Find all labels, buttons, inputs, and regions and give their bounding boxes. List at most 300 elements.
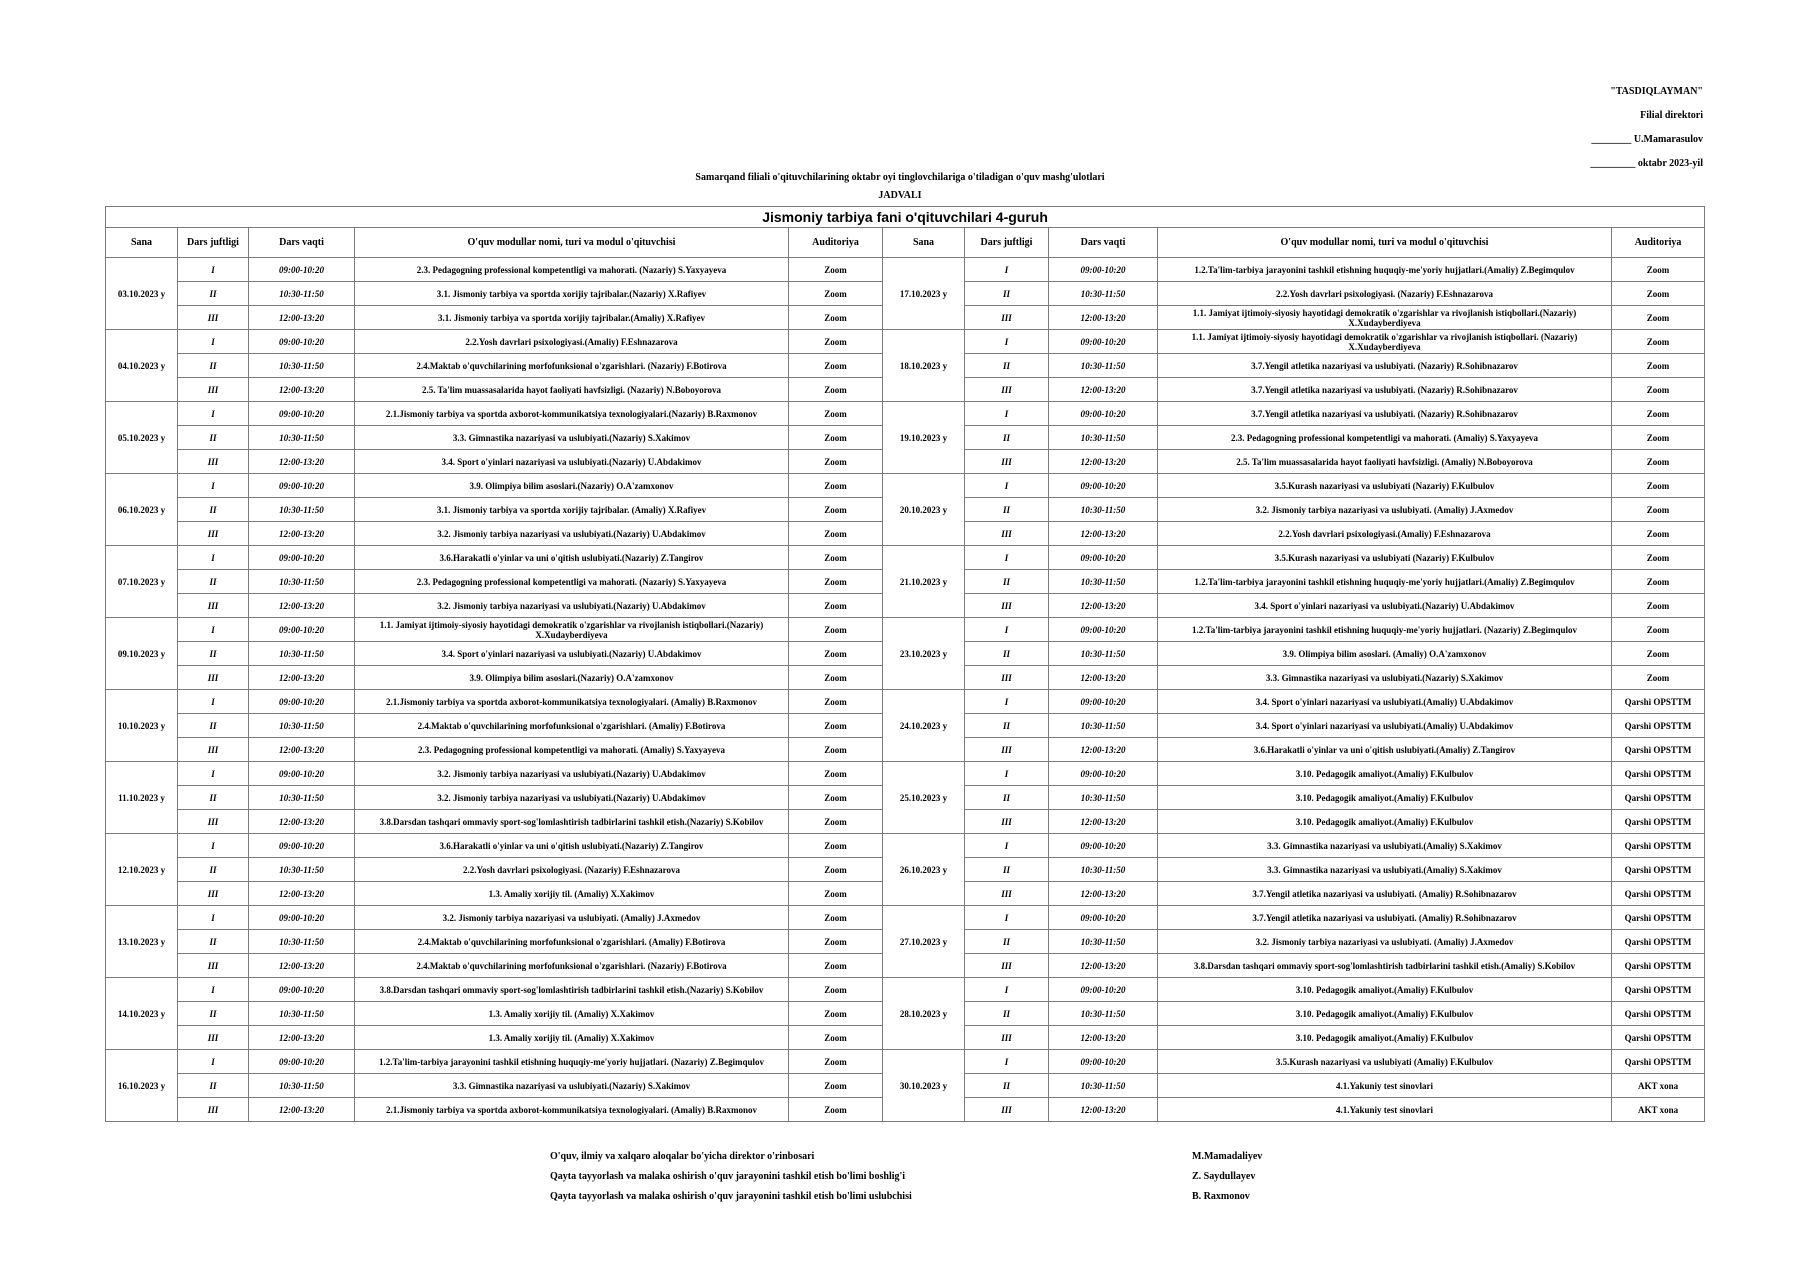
module-cell: 1.1. Jamiyat ijtimoiy-siyosiy hayotidagi demokratik o'zgarishlar va rivojlanish istiqbollari. (Nazariy) X.Xudayberdiyeva <box>1158 330 1612 354</box>
pair-cell: II <box>965 714 1049 738</box>
auditorium-cell: AKT xona <box>1612 1098 1705 1122</box>
table-row <box>106 474 1705 498</box>
time-cell: 12:00-13:20 <box>1049 522 1158 546</box>
auditorium-cell: Zoom <box>789 1098 883 1122</box>
time-cell: 10:30-11:50 <box>249 786 355 810</box>
module-cell: 2.1.Jismoniy tarbiya va sportda axborot-kommunikatsiya texnologiyalari. (Amaliy) B.Raxmonov <box>355 1098 789 1122</box>
auditorium-cell: Zoom <box>1612 354 1705 378</box>
auditorium-cell: Zoom <box>1612 618 1705 642</box>
module-cell: 2.2.Yosh davrlari psixologiyasi. (Nazariy) F.Eshnazarova <box>355 858 789 882</box>
module-cell: 3.10. Pedagogik amaliyot.(Amaliy) F.Kulbulov <box>1158 762 1612 786</box>
module-cell: 2.5. Ta'lim muassasalarida hayot faoliyati havfsizligi. (Nazariy) N.Boboyorova <box>355 378 789 402</box>
pair-cell: I <box>178 546 249 570</box>
pair-cell: III <box>178 378 249 402</box>
time-cell: 09:00-10:20 <box>1049 618 1158 642</box>
time-cell: 12:00-13:20 <box>249 450 355 474</box>
time-cell: 09:00-10:20 <box>249 258 355 282</box>
table-row <box>106 834 1705 858</box>
pair-cell: I <box>178 618 249 642</box>
pair-cell: III <box>178 1098 249 1122</box>
pair-cell: II <box>178 786 249 810</box>
module-cell: 2.4.Maktab o'quvchilarining morfofunksional o'zgarishlari. (Nazariy) F.Botirova <box>355 954 789 978</box>
auditorium-cell: Zoom <box>789 1074 883 1098</box>
module-cell: 2.1.Jismoniy tarbiya va sportda axborot-kommunikatsiya texnologiyalari.(Nazariy) B.Raxmonov <box>355 402 789 426</box>
time-cell: 09:00-10:20 <box>1049 834 1158 858</box>
time-cell: 09:00-10:20 <box>249 618 355 642</box>
pair-cell: II <box>178 930 249 954</box>
auditorium-cell: Qarshi OPSTTM <box>1612 762 1705 786</box>
module-cell: 2.3. Pedagogning professional kompetentligi va mahorati. (Amaliy) S.Yaxyayeva <box>355 738 789 762</box>
time-cell: 09:00-10:20 <box>249 330 355 354</box>
auditorium-cell: Zoom <box>789 834 883 858</box>
pair-cell: I <box>965 978 1049 1002</box>
auditorium-cell: Zoom <box>789 666 883 690</box>
auditorium-cell: Zoom <box>789 282 883 306</box>
column-header: Sana <box>883 228 965 258</box>
auditorium-cell: Qarshi OPSTTM <box>1612 1002 1705 1026</box>
auditorium-cell: Qarshi OPSTTM <box>1612 906 1705 930</box>
table-row <box>106 690 1705 714</box>
pair-cell: I <box>965 690 1049 714</box>
signature-names <box>1192 1147 1262 1207</box>
pair-cell: III <box>965 882 1049 906</box>
time-cell: 12:00-13:20 <box>249 882 355 906</box>
column-header: Auditoriya <box>789 228 883 258</box>
time-cell: 12:00-13:20 <box>1049 378 1158 402</box>
auditorium-cell: Zoom <box>1612 426 1705 450</box>
time-cell: 10:30-11:50 <box>1049 642 1158 666</box>
time-cell: 10:30-11:50 <box>1049 930 1158 954</box>
date-cell: 09.10.2023 y <box>106 618 178 690</box>
pair-cell: II <box>965 498 1049 522</box>
time-cell: 09:00-10:20 <box>249 474 355 498</box>
auditorium-cell: Zoom <box>789 858 883 882</box>
pair-cell: I <box>178 258 249 282</box>
pair-cell: III <box>178 954 249 978</box>
column-header: O'quv modullar nomi, turi va modul o'qituvchisi <box>355 228 789 258</box>
time-cell: 12:00-13:20 <box>1049 1026 1158 1050</box>
module-cell: 3.7.Yengil atletika nazariyasi va uslubiyati. (Amaliy) R.Sohibnazarov <box>1158 882 1612 906</box>
time-cell: 12:00-13:20 <box>249 378 355 402</box>
pair-cell: II <box>178 1074 249 1098</box>
module-cell: 3.6.Harakatli o'yinlar va uni o'qitish uslubiyati.(Amaliy) Z.Tangirov <box>1158 738 1612 762</box>
auditorium-cell: Zoom <box>789 786 883 810</box>
table-row <box>106 762 1705 786</box>
time-cell: 10:30-11:50 <box>1049 1074 1158 1098</box>
auditorium-cell: Zoom <box>789 1002 883 1026</box>
auditorium-cell: Zoom <box>789 330 883 354</box>
signature-roles <box>550 1147 912 1207</box>
pair-cell: II <box>178 426 249 450</box>
time-cell: 09:00-10:20 <box>249 834 355 858</box>
auditorium-cell: Qarshi OPSTTM <box>1612 1050 1705 1074</box>
date-cell: 17.10.2023 y <box>883 258 965 330</box>
time-cell: 12:00-13:20 <box>249 306 355 330</box>
time-cell: 12:00-13:20 <box>1049 666 1158 690</box>
time-cell: 09:00-10:20 <box>1049 906 1158 930</box>
time-cell: 10:30-11:50 <box>249 930 355 954</box>
time-cell: 09:00-10:20 <box>249 762 355 786</box>
module-cell: 2.2.Yosh davrlari psixologiyasi.(Amaliy) F.Eshnazarova <box>1158 522 1612 546</box>
pair-cell: I <box>178 762 249 786</box>
time-cell: 09:00-10:20 <box>1049 978 1158 1002</box>
time-cell: 09:00-10:20 <box>249 690 355 714</box>
date-cell: 16.10.2023 y <box>106 1050 178 1122</box>
time-cell: 12:00-13:20 <box>1049 594 1158 618</box>
date-cell: 23.10.2023 y <box>883 618 965 690</box>
signature-role: Qayta tayyorlash va malaka oshirish o'quv jarayonini tashkil etish bo'limi boshlig'i <box>550 1171 906 1182</box>
time-cell: 12:00-13:20 <box>249 666 355 690</box>
auditorium-cell: Zoom <box>789 978 883 1002</box>
auditorium-cell: Zoom <box>1612 378 1705 402</box>
time-cell: 12:00-13:20 <box>249 810 355 834</box>
module-cell: 3.2. Jismoniy tarbiya nazariyasi va uslubiyati. (Amaliy) J.Axmedov <box>355 906 789 930</box>
date-cell: 21.10.2023 y <box>883 546 965 618</box>
time-cell: 12:00-13:20 <box>1049 1098 1158 1122</box>
module-cell: 3.7.Yengil atletika nazariyasi va uslubiyati. (Nazariy) R.Sohibnazarov <box>1158 402 1612 426</box>
module-cell: 3.2. Jismoniy tarbiya nazariyasi va uslubiyati. (Amaliy) J.Axmedov <box>1158 498 1612 522</box>
pair-cell: III <box>178 1026 249 1050</box>
pair-cell: III <box>178 738 249 762</box>
date-cell: 07.10.2023 y <box>106 546 178 618</box>
time-cell: 10:30-11:50 <box>249 282 355 306</box>
time-cell: 09:00-10:20 <box>1049 474 1158 498</box>
column-header: Sana <box>106 228 178 258</box>
table-row <box>106 906 1705 930</box>
pair-cell: I <box>965 546 1049 570</box>
pair-cell: II <box>965 642 1049 666</box>
module-cell: 3.9. Olimpiya bilim asoslari.(Nazariy) O.A'zamxonov <box>355 474 789 498</box>
table-row <box>106 402 1705 426</box>
module-cell: 3.2. Jismoniy tarbiya nazariyasi va uslubiyati. (Amaliy) J.Axmedov <box>1158 930 1612 954</box>
date-cell: 19.10.2023 y <box>883 402 965 474</box>
date-cell: 30.10.2023 y <box>883 1050 965 1122</box>
time-cell: 09:00-10:20 <box>1049 762 1158 786</box>
auditorium-cell: Zoom <box>789 906 883 930</box>
module-cell: 3.5.Kurash nazariyasi va uslubiyati (Nazariy) F.Kulbulov <box>1158 546 1612 570</box>
module-cell: 3.10. Pedagogik amaliyot.(Amaliy) F.Kulbulov <box>1158 1026 1612 1050</box>
module-cell: 3.9. Olimpiya bilim asoslari.(Nazariy) O.A'zamxonov <box>355 666 789 690</box>
signature-name: M.Mamadaliyev <box>1192 1151 1263 1162</box>
date-cell: 03.10.2023 y <box>106 258 178 330</box>
signature-name: B. Raxmonov <box>1192 1191 1250 1202</box>
auditorium-cell: Zoom <box>789 450 883 474</box>
time-cell: 09:00-10:20 <box>249 402 355 426</box>
pair-cell: II <box>178 282 249 306</box>
auditorium-cell: Zoom <box>1612 594 1705 618</box>
module-cell: 1.2.Ta'lim-tarbiya jarayonini tashkil etishning huquqiy-me'yoriy hujjatlari. (Nazariy) Z.Begimqulov <box>355 1050 789 1074</box>
date-cell: 13.10.2023 y <box>106 906 178 978</box>
time-cell: 09:00-10:20 <box>249 546 355 570</box>
module-cell: 3.7.Yengil atletika nazariyasi va uslubiyati. (Nazariy) R.Sohibnazarov <box>1158 354 1612 378</box>
auditorium-cell: Qarshi OPSTTM <box>1612 858 1705 882</box>
pair-cell: II <box>178 714 249 738</box>
auditorium-cell: Qarshi OPSTTM <box>1612 930 1705 954</box>
module-cell: 3.5.Kurash nazariyasi va uslubiyati (Nazariy) F.Kulbulov <box>1158 474 1612 498</box>
auditorium-cell: Zoom <box>789 714 883 738</box>
pair-cell: III <box>965 1098 1049 1122</box>
auditorium-cell: Zoom <box>1612 306 1705 330</box>
time-cell: 10:30-11:50 <box>249 354 355 378</box>
pair-cell: III <box>965 594 1049 618</box>
time-cell: 10:30-11:50 <box>1049 786 1158 810</box>
module-cell: 3.2. Jismoniy tarbiya nazariyasi va uslubiyati.(Nazariy) U.Abdakimov <box>355 522 789 546</box>
module-cell: 3.3. Gimnastika nazariyasi va uslubiyati.(Nazariy) S.Xakimov <box>355 426 789 450</box>
module-cell: 3.6.Harakatli o'yinlar va uni o'qitish uslubiyati.(Nazariy) Z.Tangirov <box>355 546 789 570</box>
module-cell: 1.1. Jamiyat ijtimoiy-siyosiy hayotidagi demokratik o'zgarishlar va rivojlanish istiqbollari.(Nazariy) X.Xudayberdiyeva <box>355 618 789 642</box>
time-cell: 10:30-11:50 <box>1049 570 1158 594</box>
auditorium-cell: Zoom <box>789 762 883 786</box>
auditorium-cell: Zoom <box>1612 402 1705 426</box>
module-cell: 3.4. Sport o'yinlari nazariyasi va uslubiyati.(Nazariy) U.Abdakimov <box>1158 594 1612 618</box>
auditorium-cell: Zoom <box>789 258 883 282</box>
module-cell: 3.7.Yengil atletika nazariyasi va uslubiyati. (Amaliy) R.Sohibnazarov <box>1158 906 1612 930</box>
approval-block <box>1463 80 1703 176</box>
approval-name: ________ U.Mamarasulov <box>1591 134 1703 145</box>
table-title: Jismoniy tarbiya fani o'qituvchilari 4-guruh <box>106 207 1705 228</box>
date-cell: 06.10.2023 y <box>106 474 178 546</box>
auditorium-cell: Zoom <box>1612 570 1705 594</box>
module-cell: 3.7.Yengil atletika nazariyasi va uslubiyati. (Nazariy) R.Sohibnazarov <box>1158 378 1612 402</box>
time-cell: 12:00-13:20 <box>1049 306 1158 330</box>
auditorium-cell: Zoom <box>789 546 883 570</box>
approval-date: _________ oktabr 2023-yil <box>1590 158 1703 169</box>
module-cell: 1.2.Ta'lim-tarbiya jarayonini tashkil etishning huquqiy-me'yoriy hujjatlari.(Amaliy) Z.Begimqulov <box>1158 258 1612 282</box>
module-cell: 2.4.Maktab o'quvchilarining morfofunksional o'zgarishlari. (Nazariy) F.Botirova <box>355 354 789 378</box>
auditorium-cell: Qarshi OPSTTM <box>1612 1026 1705 1050</box>
column-header: Dars juftligi <box>965 228 1049 258</box>
table-row <box>106 258 1705 282</box>
auditorium-cell: Zoom <box>789 954 883 978</box>
approval-position: Filial direktori <box>1640 110 1703 121</box>
auditorium-cell: Qarshi OPSTTM <box>1612 954 1705 978</box>
pair-cell: III <box>178 450 249 474</box>
pair-cell: III <box>965 450 1049 474</box>
auditorium-cell: Zoom <box>789 1026 883 1050</box>
time-cell: 10:30-11:50 <box>249 426 355 450</box>
auditorium-cell: Qarshi OPSTTM <box>1612 882 1705 906</box>
module-cell: 3.4. Sport o'yinlari nazariyasi va uslubiyati.(Nazariy) U.Abdakimov <box>355 642 789 666</box>
pair-cell: II <box>178 1002 249 1026</box>
module-cell: 1.3. Amaliy xorijiy til. (Amaliy) X.Xakimov <box>355 882 789 906</box>
pair-cell: I <box>965 474 1049 498</box>
auditorium-cell: Zoom <box>789 474 883 498</box>
pair-cell: II <box>965 426 1049 450</box>
module-cell: 3.8.Darsdan tashqari ommaviy sport-sog'lomlashtirish tadbirlarini tashkil etish.(Amaliy) S.Kobilov <box>1158 954 1612 978</box>
pair-cell: III <box>965 522 1049 546</box>
time-cell: 09:00-10:20 <box>249 1050 355 1074</box>
module-cell: 3.4. Sport o'yinlari nazariyasi va uslubiyati.(Nazariy) U.Abdakimov <box>355 450 789 474</box>
module-cell: 3.2. Jismoniy tarbiya nazariyasi va uslubiyati.(Nazariy) U.Abdakimov <box>355 762 789 786</box>
pair-cell: II <box>965 1002 1049 1026</box>
module-cell: 3.1. Jismoniy tarbiya va sportda xorijiy tajribalar. (Amaliy) X.Rafiyev <box>355 498 789 522</box>
auditorium-cell: Zoom <box>1612 546 1705 570</box>
module-cell: 3.5.Kurash nazariyasi va uslubiyati (Amaliy) F.Kulbulov <box>1158 1050 1612 1074</box>
auditorium-cell: Zoom <box>789 618 883 642</box>
pair-cell: I <box>178 690 249 714</box>
module-cell: 3.1. Jismoniy tarbiya va sportda xorijiy tajribalar.(Amaliy) X.Rafiyev <box>355 306 789 330</box>
auditorium-cell: Zoom <box>789 522 883 546</box>
module-cell: 3.6.Harakatli o'yinlar va uni o'qitish uslubiyati.(Nazariy) Z.Tangirov <box>355 834 789 858</box>
date-cell: 25.10.2023 y <box>883 762 965 834</box>
time-cell: 10:30-11:50 <box>1049 354 1158 378</box>
module-cell: 2.3. Pedagogning professional kompetentligi va mahorati. (Nazariy) S.Yaxyayeva <box>355 258 789 282</box>
signature-role: O'quv, ilmiy va xalqaro aloqalar bo'yicha direktor o'rinbosari <box>550 1151 815 1162</box>
time-cell: 10:30-11:50 <box>1049 714 1158 738</box>
auditorium-cell: Zoom <box>1612 258 1705 282</box>
pair-cell: II <box>178 858 249 882</box>
pair-cell: II <box>965 282 1049 306</box>
module-cell: 3.10. Pedagogik amaliyot.(Amaliy) F.Kulbulov <box>1158 810 1612 834</box>
time-cell: 09:00-10:20 <box>1049 1050 1158 1074</box>
module-cell: 3.8.Darsdan tashqari ommaviy sport-sog'lomlashtirish tadbirlarini tashkil etish.(Nazariy) S.Kobilov <box>355 810 789 834</box>
time-cell: 12:00-13:20 <box>1049 450 1158 474</box>
module-cell: 3.10. Pedagogik amaliyot.(Amaliy) F.Kulbulov <box>1158 786 1612 810</box>
table-row <box>106 978 1705 1002</box>
schedule-table <box>105 206 1705 1122</box>
pair-cell: II <box>178 354 249 378</box>
time-cell: 09:00-10:20 <box>1049 690 1158 714</box>
pair-cell: III <box>178 522 249 546</box>
date-cell: 05.10.2023 y <box>106 402 178 474</box>
document-heading: Samarqand filiali o'qituvchilarining oktabr oyi tinglovchilariga o'tiladigan o'quv mashg'ulotlari <box>695 172 1105 183</box>
pair-cell: II <box>965 1074 1049 1098</box>
module-cell: 3.3. Gimnastika nazariyasi va uslubiyati.(Nazariy) S.Xakimov <box>355 1074 789 1098</box>
module-cell: 2.5. Ta'lim muassasalarida hayot faoliyati havfsizligi. (Amaliy) N.Boboyorova <box>1158 450 1612 474</box>
table-row <box>106 1050 1705 1074</box>
pair-cell: I <box>965 762 1049 786</box>
auditorium-cell: Qarshi OPSTTM <box>1612 690 1705 714</box>
pair-cell: III <box>965 954 1049 978</box>
pair-cell: III <box>178 882 249 906</box>
pair-cell: III <box>178 666 249 690</box>
pair-cell: III <box>965 306 1049 330</box>
pair-cell: I <box>965 402 1049 426</box>
auditorium-cell: Zoom <box>789 354 883 378</box>
pair-cell: II <box>965 858 1049 882</box>
module-cell: 2.2.Yosh davrlari psixologiyasi.(Amaliy) F.Eshnazarova <box>355 330 789 354</box>
auditorium-cell: Zoom <box>1612 330 1705 354</box>
module-cell: 3.3. Gimnastika nazariyasi va uslubiyati.(Nazariy) S.Xakimov <box>1158 666 1612 690</box>
auditorium-cell: Zoom <box>1612 522 1705 546</box>
date-cell: 28.10.2023 y <box>883 978 965 1050</box>
time-cell: 10:30-11:50 <box>249 498 355 522</box>
column-header: Dars vaqti <box>249 228 355 258</box>
pair-cell: II <box>178 498 249 522</box>
time-cell: 12:00-13:20 <box>1049 810 1158 834</box>
auditorium-cell: Qarshi OPSTTM <box>1612 738 1705 762</box>
pair-cell: III <box>965 738 1049 762</box>
pair-cell: II <box>178 570 249 594</box>
pair-cell: I <box>178 474 249 498</box>
date-cell: 27.10.2023 y <box>883 906 965 978</box>
time-cell: 10:30-11:50 <box>249 570 355 594</box>
pair-cell: I <box>178 834 249 858</box>
module-cell: 2.2.Yosh davrlari psixologiyasi. (Nazariy) F.Eshnazarova <box>1158 282 1612 306</box>
time-cell: 12:00-13:20 <box>249 738 355 762</box>
column-header: O'quv modullar nomi, turi va modul o'qituvchisi <box>1158 228 1612 258</box>
time-cell: 12:00-13:20 <box>249 1026 355 1050</box>
pair-cell: III <box>178 306 249 330</box>
auditorium-cell: Zoom <box>1612 474 1705 498</box>
module-cell: 2.3. Pedagogning professional kompetentligi va mahorati. (Amaliy) S.Yaxyayeva <box>1158 426 1612 450</box>
module-cell: 1.2.Ta'lim-tarbiya jarayonini tashkil etishning huquqiy-me'yoriy hujjatlari. (Nazariy) Z.Begimqulov <box>1158 618 1612 642</box>
signature-name: Z. Saydullayev <box>1192 1171 1256 1182</box>
pair-cell: II <box>965 786 1049 810</box>
pair-cell: I <box>178 330 249 354</box>
auditorium-cell: Zoom <box>789 570 883 594</box>
signature-role: Qayta tayyorlash va malaka oshirish o'quv jarayonini tashkil etish bo'limi uslubchisi <box>550 1191 912 1202</box>
module-cell: 1.2.Ta'lim-tarbiya jarayonini tashkil etishning huquqiy-me'yoriy hujjatlari.(Amaliy) Z.Begimqulov <box>1158 570 1612 594</box>
pair-cell: I <box>178 978 249 1002</box>
time-cell: 12:00-13:20 <box>1049 738 1158 762</box>
time-cell: 12:00-13:20 <box>1049 954 1158 978</box>
time-cell: 12:00-13:20 <box>249 594 355 618</box>
auditorium-cell: Zoom <box>789 642 883 666</box>
pair-cell: II <box>965 930 1049 954</box>
auditorium-cell: Zoom <box>1612 642 1705 666</box>
auditorium-cell: Zoom <box>1612 450 1705 474</box>
approval-title: "TASDIQLAYMAN" <box>1610 86 1703 97</box>
auditorium-cell: AKT xona <box>1612 1074 1705 1098</box>
pair-cell: I <box>965 1050 1049 1074</box>
pair-cell: III <box>965 378 1049 402</box>
pair-cell: II <box>965 570 1049 594</box>
pair-cell: I <box>178 402 249 426</box>
date-cell: 11.10.2023 y <box>106 762 178 834</box>
module-cell: 3.4. Sport o'yinlari nazariyasi va uslubiyati.(Amaliy) U.Abdakimov <box>1158 714 1612 738</box>
time-cell: 12:00-13:20 <box>249 954 355 978</box>
time-cell: 09:00-10:20 <box>1049 402 1158 426</box>
table-row <box>106 546 1705 570</box>
module-cell: 3.8.Darsdan tashqari ommaviy sport-sog'lomlashtirish tadbirlarini tashkil etish.(Nazariy) S.Kobilov <box>355 978 789 1002</box>
time-cell: 10:30-11:50 <box>1049 426 1158 450</box>
auditorium-cell: Zoom <box>789 810 883 834</box>
date-cell: 14.10.2023 y <box>106 978 178 1050</box>
module-cell: 2.1.Jismoniy tarbiya va sportda axborot-kommunikatsiya texnologiyalari. (Amaliy) B.Raxmonov <box>355 690 789 714</box>
date-cell: 20.10.2023 y <box>883 474 965 546</box>
time-cell: 10:30-11:50 <box>1049 1002 1158 1026</box>
auditorium-cell: Zoom <box>789 426 883 450</box>
time-cell: 10:30-11:50 <box>249 1002 355 1026</box>
time-cell: 09:00-10:20 <box>1049 258 1158 282</box>
time-cell: 12:00-13:20 <box>249 522 355 546</box>
time-cell: 09:00-10:20 <box>249 906 355 930</box>
time-cell: 09:00-10:20 <box>249 978 355 1002</box>
time-cell: 12:00-13:20 <box>1049 882 1158 906</box>
module-cell: 4.1.Yakuniy test sinovlari <box>1158 1074 1612 1098</box>
pair-cell: III <box>178 594 249 618</box>
auditorium-cell: Zoom <box>789 402 883 426</box>
auditorium-cell: Zoom <box>789 930 883 954</box>
auditorium-cell: Qarshi OPSTTM <box>1612 786 1705 810</box>
pair-cell: I <box>965 618 1049 642</box>
module-cell: 3.10. Pedagogik amaliyot.(Amaliy) F.Kulbulov <box>1158 1002 1612 1026</box>
auditorium-cell: Qarshi OPSTTM <box>1612 834 1705 858</box>
module-cell: 3.10. Pedagogik amaliyot.(Amaliy) F.Kulbulov <box>1158 978 1612 1002</box>
date-cell: 24.10.2023 y <box>883 690 965 762</box>
auditorium-cell: Zoom <box>789 882 883 906</box>
time-cell: 10:30-11:50 <box>1049 498 1158 522</box>
pair-cell: III <box>178 810 249 834</box>
auditorium-cell: Zoom <box>789 306 883 330</box>
auditorium-cell: Qarshi OPSTTM <box>1612 714 1705 738</box>
table-row <box>106 330 1705 354</box>
pair-cell: III <box>965 666 1049 690</box>
time-cell: 10:30-11:50 <box>1049 282 1158 306</box>
pair-cell: II <box>178 642 249 666</box>
auditorium-cell: Zoom <box>1612 666 1705 690</box>
